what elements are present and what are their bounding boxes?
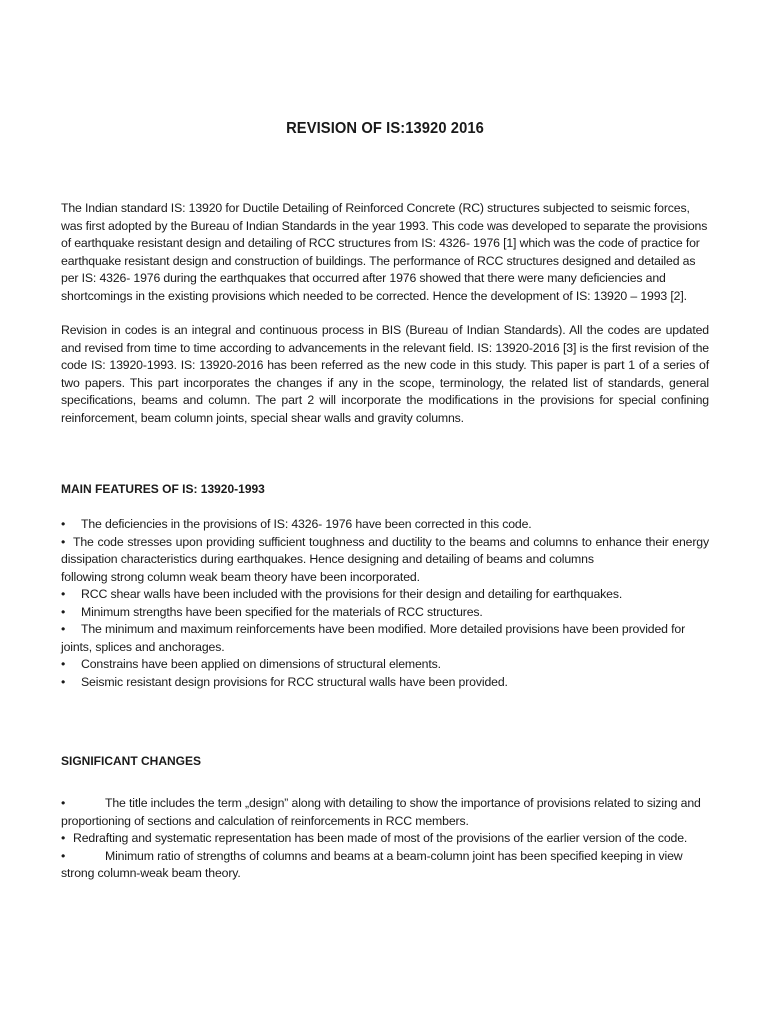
bullet-icon: • <box>61 657 66 671</box>
list-item-text: The code stresses upon providing sufficient toughness and ductility to the beams and columns to enhance their energy dissipation characteristics during earthquakes. Hence designing and detailing of beams and columns <box>61 534 709 566</box>
bullet-icon: • <box>61 848 66 863</box>
bullet-icon: • <box>61 587 66 601</box>
list-item <box>61 656 709 674</box>
main-features-list <box>61 516 709 691</box>
list-item-text: Seismic resistant design provisions for RCC structural walls have been provided. <box>81 674 508 689</box>
list-item <box>61 604 709 622</box>
bullet-icon: • <box>61 674 66 689</box>
list-item <box>61 621 709 656</box>
list-item-text: following strong column weak beam theory have been incorporated. <box>61 569 420 584</box>
significant-changes-heading: SIGNIFICANT CHANGES <box>61 754 202 768</box>
significant-changes-list <box>61 795 709 883</box>
list-item-text: Constrains have been applied on dimensions of structural elements. <box>81 657 441 671</box>
list-item <box>61 586 709 604</box>
list-item <box>61 795 709 830</box>
list-item <box>61 569 709 587</box>
list-item-text: The title includes the term „design” along with detailing to show the importance of provisions related to sizing and proportioning of sections and calculation of reinforcements in RCC members. <box>61 796 701 828</box>
list-item-text: Minimum ratio of strengths of columns and beams at a beam-column joint has been specified keeping in view strong column-weak beam theory. <box>61 848 683 880</box>
revision-paragraph: Revision in codes is an integral and continuous process in BIS (Bureau of Indian Standards). All the codes are updated and revised from time to time according to advancements in the relevant field. IS: 13920-2016 [3] is the first revision of the code IS: 13920-1993. IS: 13920-2016 has been referred as the new code in this study. This paper is part 1 of a series of two papers. This part incorporates the changes if any in the scope, terminology, the related list of standards, general specifications, beams and column. The part 2 will incorporate the modifications in the provisions for special confining reinforcement, beam column joints, special shear walls and gravity columns. <box>61 323 709 425</box>
document-title: REVISION OF IS:13920 2016 <box>286 120 484 137</box>
list-item-text: The deficiencies in the provisions of IS: 4326- 1976 have been corrected in this code. <box>81 517 532 531</box>
list-item-text: Minimum strengths have been specified for the materials of RCC structures. <box>81 604 483 619</box>
list-item-text: Redrafting and systematic representation has been made of most of the provisions of the earlier version of the code. <box>73 831 688 845</box>
list-item <box>61 848 709 883</box>
bullet-icon: • <box>61 622 66 636</box>
document-page <box>61 0 709 1024</box>
bullet-icon: • <box>61 831 66 845</box>
list-item <box>61 830 709 848</box>
list-item-text: RCC shear walls have been included with the provisions for their design and detailing for earthquakes. <box>81 587 623 601</box>
list-item <box>61 516 709 534</box>
intro-paragraph: The Indian standard IS: 13920 for Ductile Detailing of Reinforced Concrete (RC) structures subjected to seismic forces, was first adopted by the Bureau of Indian Standards in the year 1993. This code was developed to separate the provisions of earthquake resistant design and detailing of RCC structures from IS: 4326- 1976 [1] which was the code of practice for earthquake resistant design and construction of buildings. The performance of RCC structures designed and detailed as per IS: 4326- 1976 during the earthquakes that occurred after 1976 showed that there were many deficiencies and shortcomings in the existing provisions which needed to be corrected. Hence the development of IS: 13920 – 1993 [2]. <box>61 201 708 303</box>
bullet-icon: • <box>61 534 66 549</box>
bullet-icon: • <box>61 517 66 531</box>
list-item-text: The minimum and maximum reinforcements have been modified. More detailed provisions have been provided for joints, splices and anchorages. <box>61 622 686 654</box>
list-item <box>61 674 709 692</box>
list-item <box>61 534 709 569</box>
bullet-icon: • <box>61 796 66 810</box>
main-features-heading: MAIN FEATURES OF IS: 13920-1993 <box>61 482 265 496</box>
bullet-icon: • <box>61 604 66 619</box>
